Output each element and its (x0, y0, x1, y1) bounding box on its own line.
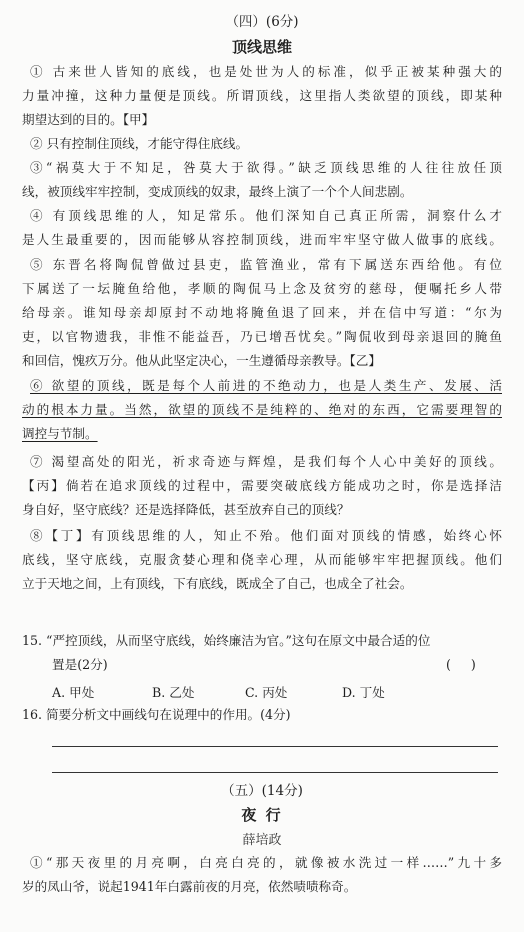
option-b[interactable]: B. 乙处 (152, 685, 195, 700)
section-4-title: 顶线思维 (231, 38, 292, 56)
passage-line: ② 只有控制住顶线，才能守得住底线。 (30, 136, 249, 151)
passage-line: 岁的凤山爷，说起1941年白露前夜的月亮，依然啧啧称奇。 (22, 879, 357, 894)
underlined-passage-line: ⑥ 欲望的顶线，既是每个人前进的不绝动力，也是人类生产、发展、活 (30, 378, 502, 393)
question-16-text: 16. 简要分析文中画线句在说理中的作用。(4分) (22, 707, 291, 722)
passage-line: 线，被顶线牢牢控制，变成顶线的奴隶，最终上演了一个个人间悲剧。 (22, 184, 413, 199)
passage-line: 底线，坚守底线，克服贪婪心理和侥幸心理，从而能够牢牢把握顶线。他们 (22, 552, 502, 567)
passage-line: ④ 有顶线思维的人，知足常乐。他们深知自己真正所需，洞察什么才 (30, 208, 502, 223)
passage-line: 下属送了一坛腌鱼给他，孝顺的陶侃马上念及贫穷的慈母，便嘱托乡人带 (22, 281, 502, 296)
passage-line: 【丙】倘若在追求顶线的过程中，需要突破底线方能成功之时，你是选择洁 (22, 478, 502, 493)
passage-line: ⑤ 东晋名将陶侃曾做过县吏，监管渔业，常有下属送东西给他。有位 (30, 257, 502, 272)
section-5-heading: （五）(14分) (221, 783, 303, 799)
passage-line: ①“那天夜里的月亮啊，白亮白亮的，就像被水洗过一样……”九十多 (30, 855, 502, 870)
section-4-heading: （四）(6分) (225, 14, 299, 30)
passage-line: 身自好，坚守底线？还是选择降低，甚至放弃自己的顶线？ (22, 502, 350, 517)
passage-line: ⑦ 渴望高处的阳光，祈求奇迹与辉煌，是我们每个人心中美好的顶线。 (30, 454, 502, 469)
passage-line: ③“祸莫大于不知足，咎莫大于欲得。”缺乏顶线思维的人往往放任顶 (30, 160, 502, 175)
underlined-passage-line: 调控与节制。 (22, 426, 98, 441)
option-d[interactable]: D. 丁处 (342, 685, 385, 700)
question-15-text: 15. “严控顶线，从而坚守底线，始终廉洁为官。”这句在原文中最合适的位 (22, 633, 431, 648)
answer-line[interactable] (52, 772, 498, 773)
passage-line: 是人生最重要的，因而能够从容控制顶线，进而牢牢坚守做人做事的底线。 (22, 232, 502, 247)
answer-line[interactable] (52, 746, 498, 747)
passage-line: ① 古来世人皆知的底线，也是处世为人的标准，似乎正被某种强大的 (30, 64, 502, 79)
option-a[interactable]: A. 甲处 (52, 685, 95, 700)
passage-line: 吏，以官物遗我，非惟不能益吾，乃已增吾忧矣。”陶侃收到母亲退回的腌鱼 (22, 329, 502, 344)
section-5-title: 夜 行 (241, 806, 283, 824)
question-15-text-cont: 置是(2分) (52, 657, 108, 672)
passage-line: 期望达到的目的。【甲】 (22, 112, 155, 127)
passage-line: 给母亲。谁知母亲却原封不动地将腌鱼退了回来，并在信中写道：“尔为 (22, 305, 502, 320)
option-c[interactable]: C. 丙处 (245, 685, 288, 700)
answer-bracket[interactable]: ( ) (446, 657, 476, 672)
passage-line: 力量冲撞，这种力量便是顶线。所谓顶线，这里指人类欲望的顶线，即某种 (22, 88, 502, 103)
passage-line: ⑧【丁】有顶线思维的人，知止不殆。他们面对顶线的情感，始终心怀 (30, 528, 502, 543)
underlined-passage-line: 动的根本力量。当然，欲望的顶线不是纯粹的、绝对的东西，它需要理智的 (22, 402, 502, 417)
section-5-author: 薛培政 (242, 833, 282, 848)
passage-line: 和回信，愧疚万分。他从此坚定决心，一生遵循母亲教导。【乙】 (22, 353, 381, 368)
passage-line: 立于天地之间，上有顶线，下有底线，既成全了自己，也成全了社会。 (22, 576, 413, 591)
